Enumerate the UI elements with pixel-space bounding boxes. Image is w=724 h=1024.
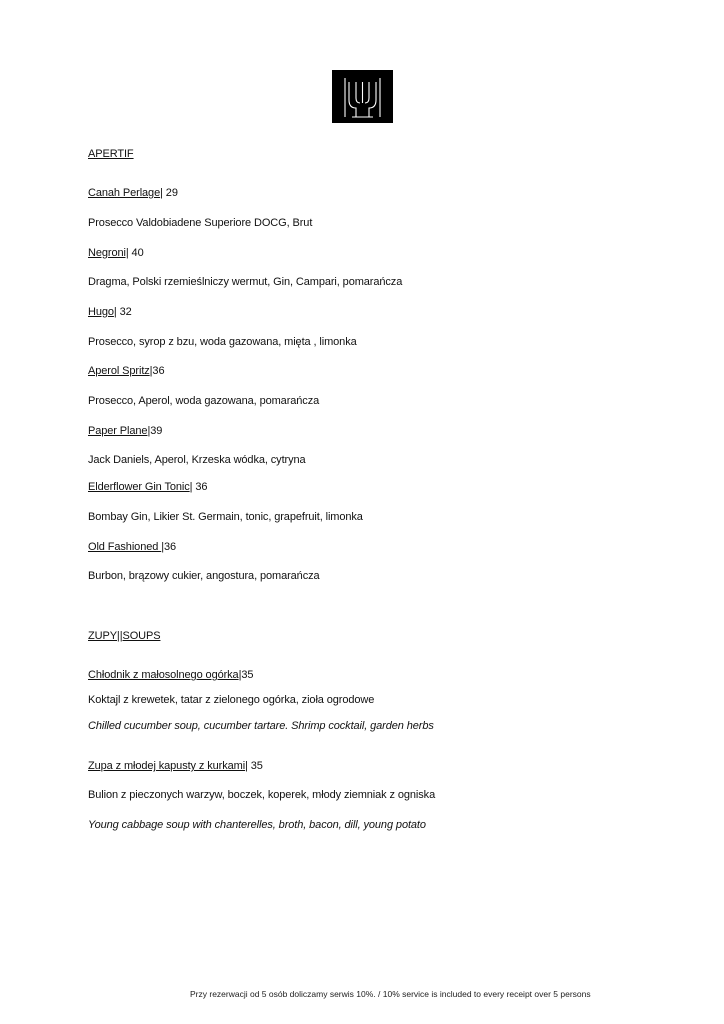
item-price: |36 bbox=[149, 365, 165, 377]
footer-service-note: Przy rezerwacji od 5 osób doliczamy serwis 10%. / 10% service is included to every receipt over 5 persons bbox=[190, 989, 591, 999]
item-name: Paper Plane bbox=[88, 425, 148, 437]
menu-item-title bbox=[88, 759, 263, 773]
menu-item-description: Bombay Gin, Likier St. Germain, tonic, grapefruit, limonka bbox=[88, 511, 363, 523]
menu-item-description: Prosecco Valdobiadene Superiore DOCG, Brut bbox=[88, 217, 313, 229]
restaurant-logo bbox=[332, 70, 393, 123]
menu-item-title bbox=[88, 480, 207, 494]
item-name: Canah Perlage bbox=[88, 187, 161, 199]
menu-item-description: Dragma, Polski rzemieślniczy wermut, Gin, Campari, pomarańcza bbox=[88, 276, 403, 288]
menu-item-title bbox=[88, 540, 176, 554]
menu-item-title bbox=[88, 186, 178, 200]
item-name: Negroni| bbox=[88, 247, 129, 259]
item-price: | 29 bbox=[160, 187, 178, 199]
menu-item-description: Prosecco, syrop z bzu, woda gazowana, mięta , limonka bbox=[88, 336, 357, 348]
item-price: 40 bbox=[128, 247, 144, 259]
menu-item-description: Bulion z pieczonych warzyw, boczek, koperek, młody ziemniak z ogniska bbox=[88, 789, 436, 801]
item-name: Zupa z młodej kapusty z kurkami bbox=[88, 760, 246, 772]
menu-item-title bbox=[88, 305, 132, 319]
item-price: |39 bbox=[147, 425, 163, 437]
item-price: | 36 bbox=[189, 481, 208, 493]
item-price: |36 bbox=[161, 541, 176, 553]
item-price: | 32 bbox=[113, 306, 132, 318]
restaurant-monogram-logo-icon bbox=[332, 70, 393, 123]
menu-item-title bbox=[88, 364, 164, 378]
item-price: | 35 bbox=[245, 760, 263, 772]
section-heading-soups: ZUPY||SOUPS bbox=[88, 630, 161, 642]
item-name: Chłodnik z małosolnego ogórka bbox=[88, 669, 239, 681]
menu-item-description: Koktajl z krewetek, tatar z zielonego ogórka, zioła ogrodowe bbox=[88, 694, 375, 706]
section-heading-aperitif: APERTIF bbox=[88, 148, 134, 160]
menu-item-description-english: Chilled cucumber soup, cucumber tartare. Shrimp cocktail, garden herbs bbox=[88, 720, 434, 732]
item-name: Aperol Spritz bbox=[88, 365, 150, 377]
menu-item-title bbox=[88, 424, 162, 438]
item-name: Elderflower Gin Tonic bbox=[88, 481, 190, 493]
menu-item-description: Burbon, brązowy cukier, angostura, pomarańcza bbox=[88, 570, 320, 582]
menu-item-description: Prosecco, Aperol, woda gazowana, pomarańcza bbox=[88, 395, 320, 407]
menu-item-description-english: Young cabbage soup with chanterelles, broth, bacon, dill, young potato bbox=[88, 819, 426, 831]
item-name: Old Fashioned bbox=[88, 541, 162, 553]
item-price: |35 bbox=[238, 669, 254, 681]
item-name: Hugo bbox=[88, 306, 114, 318]
menu-item-description: Jack Daniels, Aperol, Krzeska wódka, cytryna bbox=[88, 454, 306, 466]
menu-item-title bbox=[88, 668, 253, 682]
menu-item-title bbox=[88, 246, 144, 260]
